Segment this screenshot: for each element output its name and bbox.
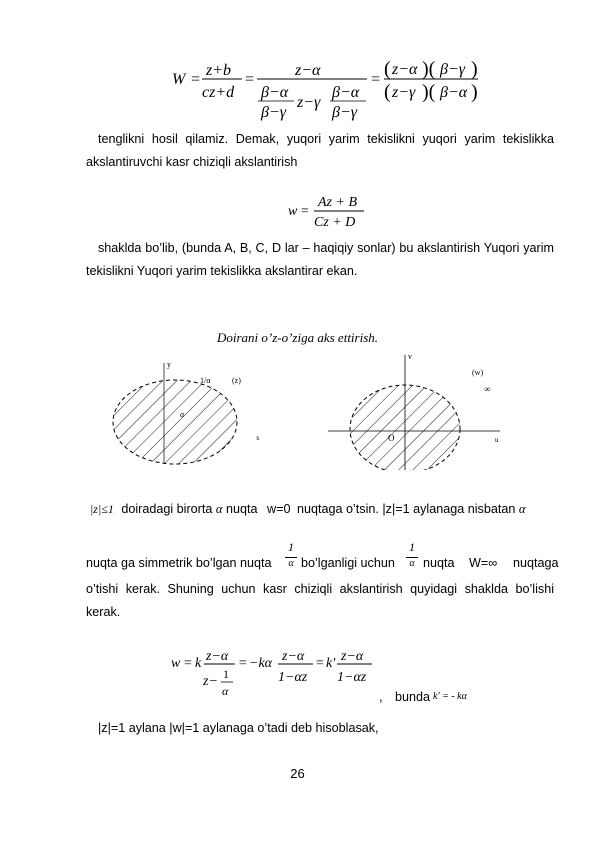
paragraph-3-line-2 — [86, 540, 559, 580]
p3-text-3: nuqtaga o’tsin. |z|=1 aylanaga nisbatan — [296, 502, 516, 516]
left-x-label: x — [256, 434, 260, 442]
p3-winf: W=∞ — [469, 556, 498, 570]
paragraph-3-line-1 — [90, 502, 560, 517]
p3-frac1-den: α — [288, 558, 294, 569]
equation-1 — [160, 55, 490, 125]
equation-2 — [284, 190, 374, 232]
paragraph-3-line-3: o’tishi kerak. Shuning uchun kasr chiziqli akslantirish quyidagi shaklda bo’lishi kerak. — [86, 582, 554, 619]
svg-text:)(: )( — [422, 58, 436, 80]
eq3-comma: , — [379, 689, 383, 704]
right-disk-diagram — [328, 352, 500, 470]
p3-w0: w=0 — [267, 502, 291, 516]
left-y-label: y — [167, 360, 171, 369]
cond-z: |z|≤1 — [90, 502, 114, 516]
p3-text-5: bo’lganligi uchun — [301, 556, 395, 570]
eq1-f3-num-a: z−α — [392, 61, 418, 78]
eq1-f2-d2-den: β−γ — [332, 104, 358, 121]
svg-text:=: = — [300, 204, 310, 219]
eq3-lhs: w — [171, 656, 181, 671]
eq2-den: Cz + D — [314, 215, 356, 230]
eq3-n1: z−α — [206, 649, 229, 664]
equation-3 — [165, 645, 565, 715]
svg-text:=: = — [238, 656, 248, 671]
figure-caption: Doirani o’z-o’ziga aks ettirish. — [216, 330, 379, 345]
svg-text:)(: )( — [422, 81, 436, 103]
eq1-f2-num: z−α — [295, 62, 321, 79]
svg-text:=: = — [315, 656, 325, 671]
page-number: 26 — [290, 766, 305, 781]
svg-text:(: ( — [384, 81, 391, 103]
eq3-d1-main: z− — [203, 674, 218, 689]
left-one-over-alpha: 1/α — [200, 376, 211, 385]
p3-text-1: doiradagi birorta — [121, 502, 213, 516]
p3-text-2: nuqta — [226, 502, 258, 516]
svg-text:(: ( — [384, 58, 391, 80]
eq3-n3: z−α — [341, 649, 364, 664]
eq3-k2: k' — [326, 656, 336, 671]
svg-text:): ) — [471, 81, 478, 103]
left-z-label: (z) — [232, 376, 241, 385]
p3-text-4: nuqta ga simmetrik bo’lgan nuqta — [86, 556, 272, 570]
eq1-f3-num-b: β−γ — [440, 61, 466, 78]
eq1-f3-den-b: β−α — [440, 84, 468, 101]
p3-text-7: nuqtaga — [513, 556, 559, 570]
paragraph-2: shaklda bo’lib, (bunda A, B, C, D lar – haqiqiy sonlar) bu akslantirish Yuqori yarim tekislikni Yuqori yarim tekislikka akslantirar ekan. — [86, 241, 554, 278]
p3-frac2-den: α — [409, 558, 415, 569]
right-v-label: v — [408, 352, 412, 361]
p3-frac2-num: 1 — [409, 540, 415, 554]
eq1-f2-mid: z−γ — [297, 94, 321, 111]
svg-text:=: = — [370, 71, 381, 88]
svg-text:=: = — [190, 71, 201, 88]
right-w-label: (w) — [472, 368, 484, 377]
p3-alpha-2: α — [518, 502, 526, 516]
svg-text:=: = — [183, 656, 193, 671]
eq2-lhs: w — [288, 204, 298, 219]
paragraph-1: tenglikni hosil qilamiz. Demak, yuqori yarim tekislikni yuqori yarim tekislikka akslantiruvchi kasr chiziqli akslantirish — [86, 132, 554, 169]
eq3-kdef: k' = - kα — [433, 691, 467, 702]
eq1-f2-d2-num: β−α — [332, 84, 360, 101]
p3-frac1-num: 1 — [288, 540, 294, 554]
figure — [0, 345, 595, 470]
eq1-lhs: W — [172, 71, 186, 88]
left-disk-diagram — [113, 360, 260, 464]
eq1-f2-d1-num: β−α — [261, 84, 289, 101]
eq1-f3-den-a: z−γ — [392, 84, 416, 101]
eq3-d1-num: 1 — [223, 667, 229, 681]
eq3-mid: −kα — [249, 656, 273, 671]
eq3-k: k — [195, 656, 202, 671]
eq2-num: Az + B — [318, 195, 357, 210]
left-alpha-label: α — [180, 410, 185, 419]
paragraph-4: |z|=1 aylana |w|=1 aylanaga o’tadi deb hisoblasak, — [98, 721, 379, 735]
eq1-f1-den: cz+d — [202, 84, 235, 101]
eq1-f2-d1-den: β−γ — [261, 104, 287, 121]
left-disk — [113, 380, 237, 464]
eq3-bunda: bunda — [395, 690, 431, 704]
svg-text:): ) — [471, 58, 478, 80]
p3-text-6: nuqta — [423, 556, 455, 570]
p3-alpha-1: α — [215, 502, 223, 516]
right-O-label: O — [388, 433, 395, 443]
eq3-d1-den: α — [222, 684, 229, 698]
eq3-d2: 1−αz — [278, 670, 308, 685]
right-u-label: u — [495, 436, 499, 444]
eq3-n2: z−α — [282, 649, 305, 664]
right-inf-label: ∞ — [484, 384, 491, 394]
svg-text:=: = — [244, 71, 255, 88]
eq1-f1-num: z+b — [206, 62, 232, 79]
eq3-d3: 1−αz — [337, 670, 367, 685]
